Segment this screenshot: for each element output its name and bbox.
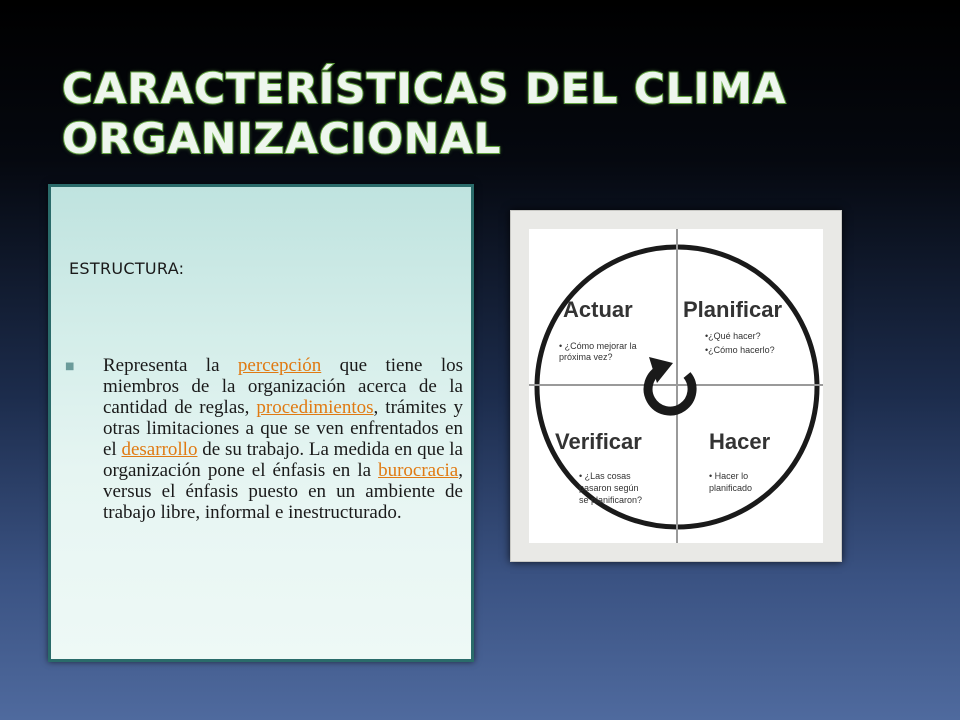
quadrant-label-verificar: Verificar — [555, 429, 642, 454]
quadrant-item: • ¿Las cosas — [579, 471, 631, 481]
quadrant-item: próxima vez? — [559, 352, 613, 362]
quadrant-label-hacer: Hacer — [709, 429, 771, 454]
quadrant-item: • ¿Cómo mejorar la — [559, 341, 637, 351]
quadrant-item: planificado — [709, 483, 753, 493]
quadrant-item: se planificaron? — [579, 495, 643, 505]
link-percepcion[interactable]: percepción — [237, 355, 322, 376]
pdca-diagram — [529, 229, 823, 543]
text-segment: que tiene los miembros de la organización acerca de la cantidad de reglas, — [103, 355, 463, 418]
link-desarrollo[interactable]: desarrollo — [121, 439, 198, 460]
link-procedimientos[interactable]: procedimientos — [256, 397, 374, 418]
bullet-text — [103, 355, 463, 523]
text-segment: Representa la — [103, 355, 238, 376]
text-segment: , trámites y otras limitaciones a que se ven enfrentados en el — [103, 397, 463, 460]
quadrant-label-planificar: Planificar — [683, 297, 783, 322]
slide-title: CARACTERÍSTICAS DEL CLIMA ORGANIZACIONAL — [62, 64, 787, 163]
section-heading: ESTRUCTURA: — [69, 259, 185, 278]
text-segment: , versus el énfasis puesto en un ambiente de trabajo libre, informal e inestructurado. — [103, 460, 463, 523]
bullet-square-icon: ■ — [65, 361, 75, 372]
quadrant-label-actuar: Actuar — [563, 297, 633, 322]
pdca-diagram-svg — [529, 229, 823, 543]
content-box — [48, 184, 474, 662]
bullet-item — [65, 355, 465, 523]
pdca-diagram-frame — [510, 210, 842, 562]
quadrant-item: •¿Qué hacer? — [705, 331, 761, 341]
quadrant-item: • Hacer lo — [709, 471, 749, 481]
link-burocracia[interactable]: burocracia — [378, 460, 459, 481]
text-segment: de su trabajo. La medida en que la organización pone el énfasis en la — [103, 439, 463, 481]
quadrant-item: pasaron según — [579, 483, 639, 493]
quadrant-item: •¿Cómo hacerlo? — [705, 345, 775, 355]
